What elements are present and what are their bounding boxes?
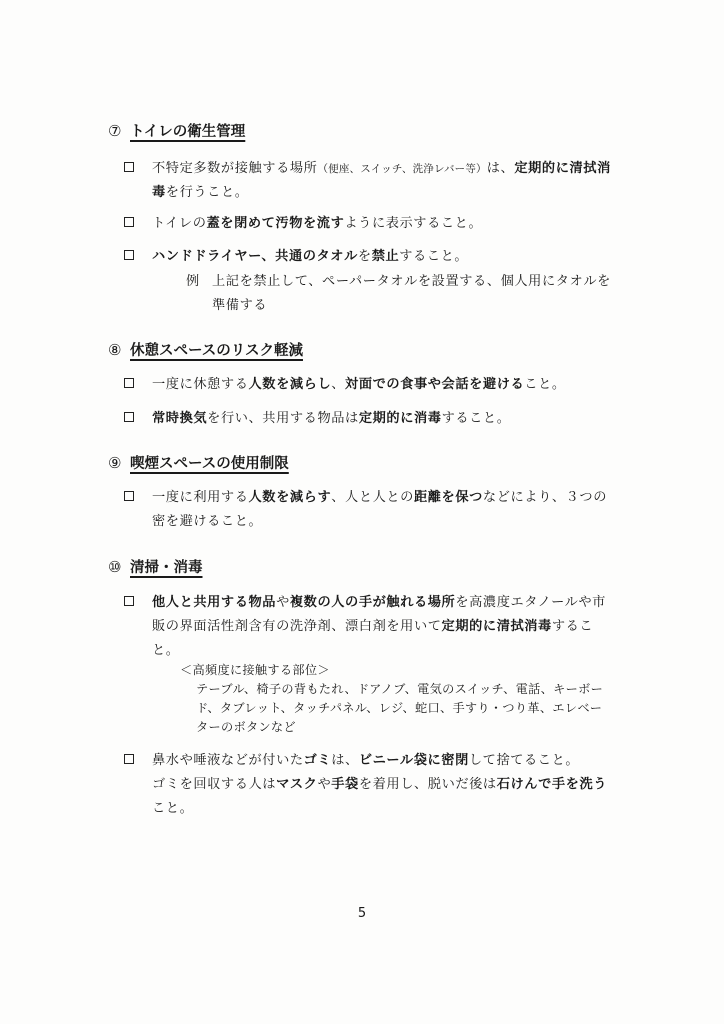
checklist-item [124, 591, 614, 663]
checkbox-icon [124, 217, 134, 227]
checkbox-icon [124, 491, 134, 501]
checkbox-icon [124, 162, 134, 172]
page-number: 5 [357, 906, 367, 921]
high-contact-parts [180, 661, 610, 737]
item-text: 常時換気を行い、共用する物品は定期的に消毒すること。 [152, 411, 511, 426]
parts-header: ＜高頻度に接触する部位＞ [180, 663, 330, 677]
checklist-item [124, 749, 614, 821]
section-heading-7 [108, 121, 245, 142]
section-title: 喫煙スペースの使用制限 [130, 456, 289, 472]
checklist-item [124, 373, 614, 397]
example-label: 例 [186, 274, 200, 289]
item-text: 一度に休憩する人数を減らし、対面での食事や会話を避けること。 [152, 377, 566, 392]
checkbox-icon [124, 754, 134, 764]
checklist-item [124, 157, 614, 205]
checkbox-icon [124, 378, 134, 388]
section-number: ⑦ [108, 122, 122, 140]
example-text: 上記を禁止して、ペーパータオルを設置する、個人用にタオルを準備する [212, 274, 611, 313]
section-number: ⑧ [108, 341, 122, 359]
item-text: 不特定多数が接触する場所（便座、スイッチ、洗浄レバー等）は、定期的に清拭消毒を行うこと。 [152, 161, 611, 200]
section-heading-8 [108, 340, 303, 361]
parts-list: テーブル、椅子の背もたれ、ドアノブ、電気のスイッチ、電話、キーボード、タブレット、タッチパネル、レジ、蛇口、手すり・つり革、エレベーターのボタンなど [196, 682, 604, 734]
item-text: 鼻水や唾液などが付いたゴミは、ビニール袋に密閉して捨てること。 ゴミを回収する人はマスクや手袋を着用し、脱いだ後は石けんで手を洗うこと。 [152, 753, 608, 816]
checklist-item [124, 486, 614, 534]
section-heading-9 [108, 453, 289, 474]
example-note [186, 270, 616, 318]
item-text: 他人と共用する物品や複数の人の手が触れる場所を高濃度エタノールや市販の界面活性剤含有の洗浄剤、漂白剤を用いて定期的に清拭消毒すること。 [152, 595, 606, 658]
section-title: 清掃・消毒 [130, 560, 203, 576]
section-title: トイレの衛生管理 [130, 124, 246, 140]
checkbox-icon [124, 412, 134, 422]
item-text: トイレの蓋を閉めて汚物を流すように表示すること。 [152, 216, 483, 231]
checklist-item [124, 212, 614, 236]
checklist-item [124, 407, 614, 431]
item-text: 一度に利用する人数を減らす、人と人との距離を保つなどにより、３つの密を避けること。 [152, 490, 608, 529]
section-title: 休憩スペースのリスク軽減 [130, 343, 303, 359]
item-text: ハンドドライヤー、共通のタオルを禁止すること。 [152, 249, 469, 264]
section-number: ⑩ [108, 558, 122, 576]
section-number: ⑨ [108, 454, 122, 472]
section-heading-10 [108, 557, 203, 578]
checkbox-icon [124, 250, 134, 260]
checkbox-icon [124, 596, 134, 606]
checklist-item [124, 245, 614, 269]
